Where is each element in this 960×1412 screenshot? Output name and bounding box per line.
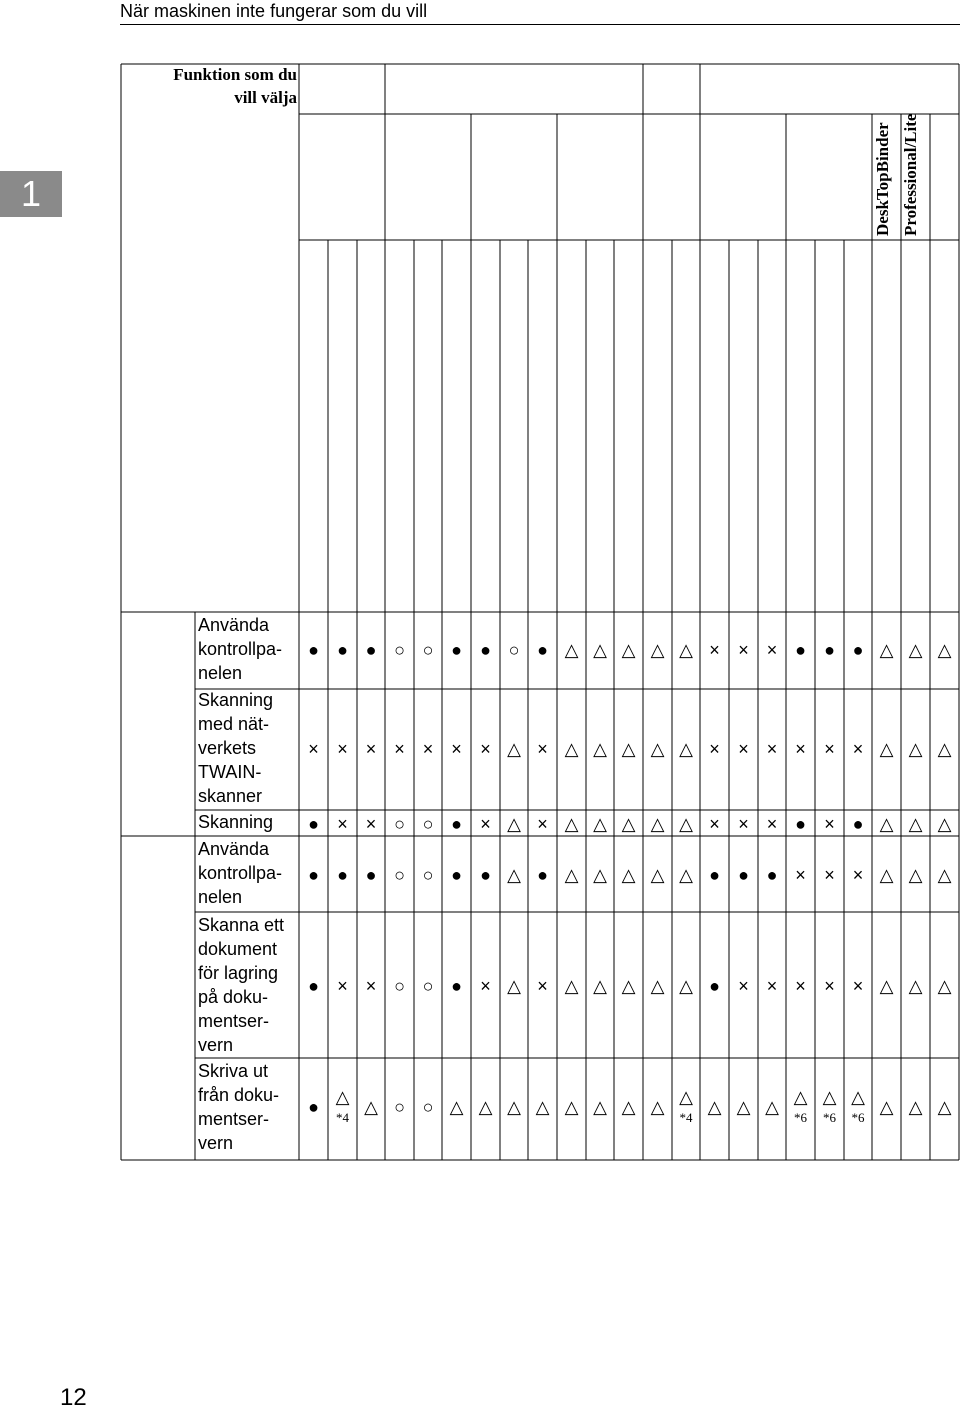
cell-triangle: △ (593, 640, 607, 660)
cell-triangle: △ (564, 865, 579, 885)
cell-cross: × (824, 739, 835, 759)
cell-footnote: *6 (794, 1110, 807, 1125)
cell-triangle: △ (564, 1097, 579, 1117)
cell-open-circle: ○ (394, 1097, 405, 1117)
cell-cross: × (738, 739, 749, 759)
row-label: skanner (198, 786, 263, 806)
cell-filled-circle: ● (451, 865, 462, 885)
row-label: Skriva ut (198, 1061, 269, 1081)
cell-filled-circle: ● (451, 640, 462, 660)
cell-triangle: △ (507, 739, 521, 759)
row-label: Använda (198, 615, 270, 635)
cell-triangle: △ (621, 640, 636, 660)
cell-cross: × (709, 739, 720, 759)
cell-triangle: △ (908, 865, 923, 885)
cell-triangle: △ (707, 1097, 722, 1117)
cell-open-circle: ○ (422, 640, 434, 660)
cell-open-circle: ○ (508, 640, 520, 660)
cell-triangle: △ (650, 814, 665, 834)
cell-filled-circle: ● (308, 814, 319, 834)
cell-cross: × (337, 814, 348, 834)
row-label: för lagring (198, 963, 279, 983)
cell-filled-circle: ● (337, 640, 348, 660)
cell-triangle: △ (621, 814, 636, 834)
cell-cross: × (394, 739, 405, 759)
cell-open-circle: ○ (394, 814, 405, 834)
cell-triangle: △ (650, 976, 665, 996)
row-label: dokument (198, 939, 278, 959)
cell-triangle: △ (621, 976, 636, 996)
cell-filled-circle: ● (537, 640, 548, 660)
row-label: mentser- (198, 1109, 270, 1129)
cell-cross: × (480, 814, 491, 834)
row-label: kontrollpa- (198, 639, 283, 659)
cell-triangle: △ (621, 739, 636, 759)
cell-triangle: △ (593, 976, 607, 996)
cell-cross: × (422, 739, 434, 759)
cell-open-circle: ○ (422, 1097, 434, 1117)
row-label: kontrollpa- (198, 863, 283, 883)
cell-filled-circle: ● (766, 865, 778, 885)
cell-triangle: △ (937, 1097, 952, 1117)
cell-triangle: △ (679, 1087, 693, 1107)
cell-cross: × (795, 865, 806, 885)
row-label: vern (198, 1035, 234, 1055)
cell-filled-circle: ● (451, 976, 462, 996)
cell-cross: × (365, 814, 377, 834)
corner-select-label-line2: vill välja (234, 88, 297, 107)
row-label: med nät- (198, 714, 270, 734)
row-label: TWAIN- (198, 762, 262, 782)
cell-cross: × (795, 976, 806, 996)
cell-filled-circle: ● (709, 865, 720, 885)
cell-cross: × (537, 814, 548, 834)
cell-cross: × (852, 976, 864, 996)
cell-cross: × (766, 814, 778, 834)
cell-triangle: △ (679, 739, 693, 759)
row-label: verkets (198, 738, 257, 758)
cell-triangle: △ (650, 640, 665, 660)
cell-triangle: △ (879, 739, 894, 759)
cell-triangle: △ (937, 739, 952, 759)
cell-triangle: △ (650, 739, 665, 759)
cell-triangle: △ (449, 1097, 464, 1117)
row-label: nelen (198, 887, 243, 907)
cell-cross: × (709, 640, 720, 660)
cell-triangle: △ (765, 1097, 779, 1117)
cell-cross: × (824, 814, 835, 834)
cell-filled-circle: ● (337, 865, 348, 885)
cell-cross: × (766, 739, 778, 759)
cell-triangle: △ (507, 814, 521, 834)
cell-cross: × (337, 739, 348, 759)
cell-triangle: △ (736, 1097, 751, 1117)
cell-triangle: △ (507, 1097, 521, 1117)
chapter-number: 1 (20, 173, 42, 214)
cell-cross: × (365, 739, 377, 759)
cell-open-circle: ○ (422, 814, 434, 834)
subgroup-header: Professional/Lite (901, 113, 920, 236)
cell-filled-circle: ● (795, 640, 806, 660)
cell-open-circle: ○ (394, 865, 405, 885)
row-label: nelen (198, 663, 243, 683)
cell-triangle: △ (650, 1097, 665, 1117)
cell-filled-circle: ● (852, 814, 864, 834)
page-number: 12 (60, 1384, 87, 1411)
cell-triangle: △ (507, 976, 521, 996)
cell-triangle: △ (879, 814, 894, 834)
cell-triangle: △ (564, 976, 579, 996)
cell-triangle: △ (908, 739, 923, 759)
cell-triangle: △ (564, 640, 579, 660)
cell-triangle: △ (593, 739, 607, 759)
cell-cross: × (824, 865, 835, 885)
cell-cross: × (738, 640, 749, 660)
cell-footnote: *6 (851, 1110, 865, 1125)
cell-cross: × (480, 976, 491, 996)
cell-filled-circle: ● (308, 640, 319, 660)
row-label: Skanna ett (198, 915, 285, 935)
cell-cross: × (852, 865, 864, 885)
row-label: Använda (198, 839, 270, 859)
cell-cross: × (480, 739, 491, 759)
cell-footnote: *4 (336, 1110, 349, 1125)
cell-triangle: △ (908, 640, 923, 660)
cell-cross: × (824, 976, 835, 996)
cell-triangle: △ (937, 814, 952, 834)
cell-cross: × (308, 739, 319, 759)
cell-triangle: △ (335, 1087, 350, 1107)
cell-filled-circle: ● (308, 865, 319, 885)
cell-open-circle: ○ (394, 640, 405, 660)
cell-cross: × (766, 976, 778, 996)
cell-triangle: △ (879, 865, 894, 885)
row-label: Skanning (198, 690, 274, 710)
cell-open-circle: ○ (422, 976, 434, 996)
cell-filled-circle: ● (852, 640, 864, 660)
cell-triangle: △ (679, 640, 693, 660)
cell-cross: × (337, 976, 348, 996)
cell-cross: × (852, 739, 864, 759)
cell-filled-circle: ● (308, 976, 319, 996)
cell-triangle: △ (679, 976, 693, 996)
cell-footnote: *4 (679, 1110, 693, 1125)
cell-filled-circle: ● (709, 976, 720, 996)
cell-triangle: △ (364, 1097, 378, 1117)
cell-cross: × (766, 640, 778, 660)
cell-triangle: △ (679, 865, 693, 885)
cell-footnote: *6 (823, 1110, 836, 1125)
cell-triangle: △ (650, 865, 665, 885)
row-label: Skanning (198, 812, 274, 832)
cell-cross: × (365, 976, 377, 996)
cell-filled-circle: ● (480, 640, 491, 660)
cell-open-circle: ○ (394, 976, 405, 996)
row-label: på doku- (198, 987, 269, 1007)
cell-triangle: △ (793, 1087, 808, 1107)
row-label: från doku- (198, 1085, 280, 1105)
cell-triangle: △ (879, 976, 894, 996)
cell-triangle: △ (593, 865, 607, 885)
cell-triangle: △ (535, 1097, 550, 1117)
subgroup-header: DeskTopBinder (873, 122, 892, 236)
cell-triangle: △ (937, 976, 952, 996)
cell-triangle: △ (908, 1097, 923, 1117)
cell-triangle: △ (937, 865, 952, 885)
cell-filled-circle: ● (365, 865, 377, 885)
cell-triangle: △ (679, 814, 693, 834)
cell-filled-circle: ● (738, 865, 749, 885)
cell-cross: × (738, 814, 749, 834)
cell-triangle: △ (908, 814, 923, 834)
cell-cross: × (451, 739, 462, 759)
cell-cross: × (537, 739, 548, 759)
cell-filled-circle: ● (537, 865, 548, 885)
row-label: mentser- (198, 1011, 270, 1031)
cell-triangle: △ (593, 1097, 607, 1117)
cell-triangle: △ (621, 865, 636, 885)
running-header-title: När maskinen inte fungerar som du vill (120, 1, 428, 21)
cell-filled-circle: ● (365, 640, 377, 660)
cell-filled-circle: ● (795, 814, 806, 834)
cell-filled-circle: ● (480, 865, 491, 885)
cell-triangle: △ (593, 814, 607, 834)
cell-triangle: △ (879, 1097, 894, 1117)
cell-cross: × (709, 814, 720, 834)
cell-filled-circle: ● (451, 814, 462, 834)
cell-triangle: △ (507, 865, 521, 885)
cell-triangle: △ (621, 1097, 636, 1117)
cell-triangle: △ (908, 976, 923, 996)
cell-triangle: △ (564, 814, 579, 834)
cell-filled-circle: ● (824, 640, 835, 660)
cell-triangle: △ (478, 1097, 493, 1117)
cell-filled-circle: ● (308, 1097, 319, 1117)
cell-cross: × (537, 976, 548, 996)
cell-cross: × (738, 976, 749, 996)
row-label: vern (198, 1133, 234, 1153)
cell-triangle: △ (822, 1087, 837, 1107)
cell-triangle: △ (564, 739, 579, 759)
cell-open-circle: ○ (422, 865, 434, 885)
cell-cross: × (795, 739, 806, 759)
cell-triangle: △ (851, 1087, 865, 1107)
corner-select-label-line1: Funktion som du (173, 65, 297, 84)
cell-triangle: △ (879, 640, 894, 660)
cell-triangle: △ (937, 640, 952, 660)
